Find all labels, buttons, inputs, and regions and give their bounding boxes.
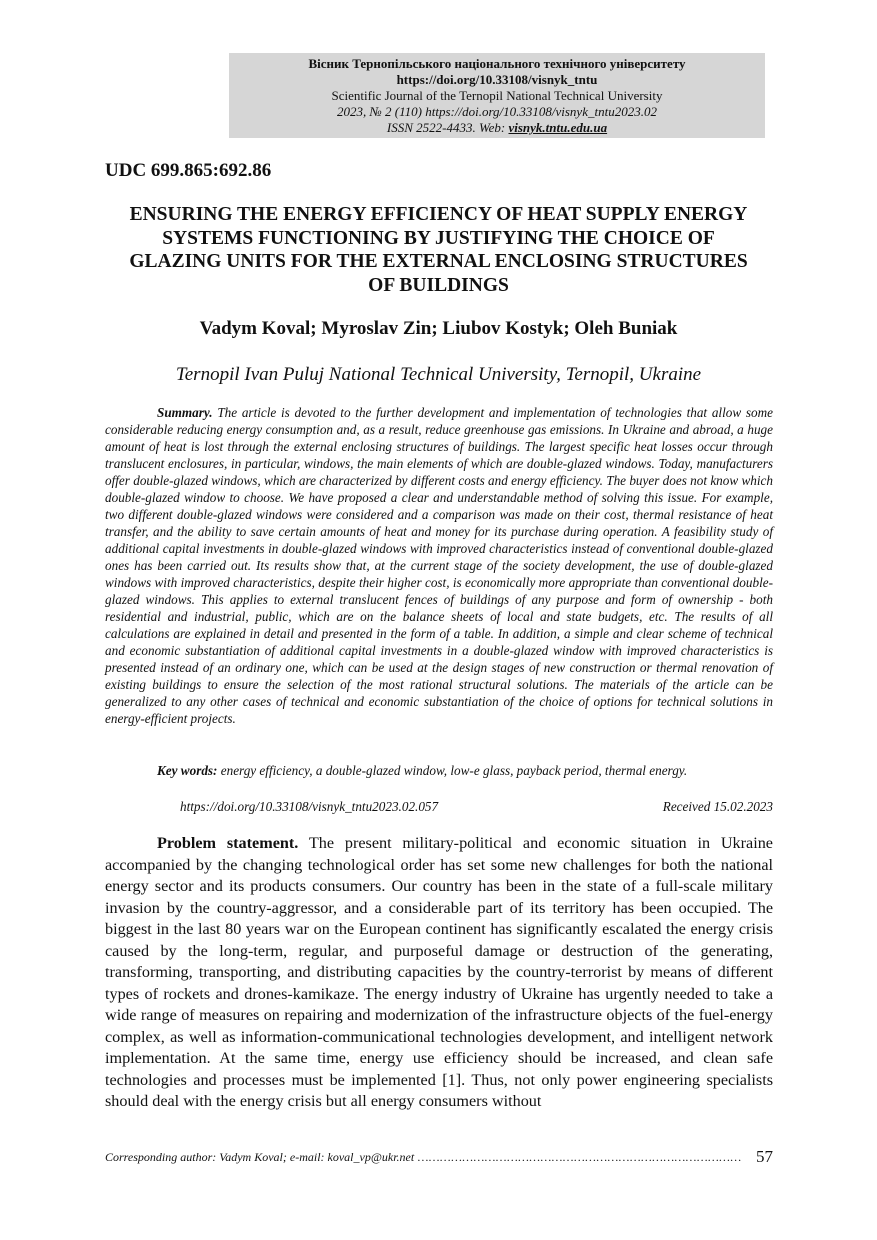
title-line: ENSURING THE ENERGY EFFICIENCY OF HEAT SUPPLY ENERGY bbox=[129, 204, 748, 225]
author-list: Vadym Koval; Myroslav Zin; Liubov Kostyk; Oleh Buniak bbox=[199, 318, 678, 339]
journal-issue: 2023, № 2 (110) https://doi.org/10.33108/visnyk_tntu2023.02 bbox=[337, 104, 657, 119]
keywords bbox=[105, 762, 773, 779]
journal-web-link[interactable]: visnyk.tntu.edu.ua bbox=[508, 120, 608, 135]
keywords-label: Key words: bbox=[157, 763, 218, 778]
journal-header bbox=[229, 53, 765, 138]
article-meta bbox=[180, 799, 773, 815]
abstract bbox=[105, 404, 773, 727]
page-footer bbox=[105, 1147, 773, 1166]
title-line: OF BUILDINGS bbox=[368, 274, 509, 296]
abstract-text: The article is devoted to the further development and implementation of technologies that allow some considerable reducing energy consumption and, as a result, reduce greenhouse gas emissions. In Ukraine and abroad, a huge amount of heat is lost through the external enclosing structures of buildings. The largest specific heat losses occur through translucent enclosures, in particular, windows, the main elements of which are double-glazed windows. Today, manufacturers offer double-glazed windows, which are characterized by different costs and energy efficiency. The buyer does not know which double-glazed window to choose. We have proposed a clear and understandable method of solving this issue. For example, two different double-glazed windows were considered and a comparison was made on their cost, thermal resistance of heat transfer, and the ability to save certain amounts of heat and money for its purchase during operation. A feasibility study of additional capital investments in double-glazed windows with improved characteristics instead of conventional double-glazed ones has been carried out. Its results show that, at the current stage of the society development, the use of double-glazed windows with improved characteristics, despite their higher cost, is economically more appropriate than conventional double-glazed windows. This applies to external translucent fences of buildings of any purpose and form of ownership - both residential and industrial, public, which are on the balance sheets of local and state budgets, etc. The results of all calculations are explained in detail and presented in the form of a table. In addition, a simple and clear scheme of technical and economic substantiation of additional capital investments in a double-glazed window with improved characteristics is presented instead of an ordinary one, which can be used at the design stages of new construction or thermal renovation of existing buildings to ensure the selection of the most rational structural solutions. The materials of the article can be generalized to any other cases of technical and economic substantiation of the choice of options for technical solutions in energy-efficient projects. bbox=[105, 405, 773, 726]
affiliation: Ternopil Ivan Puluj National Technical University, Ternopil, Ukraine bbox=[175, 364, 702, 385]
body-paragraph bbox=[105, 833, 773, 1113]
title-line: SYSTEMS FUNCTIONING BY JUSTIFYING THE CHOICE OF bbox=[162, 227, 715, 249]
udc-code: UDC 699.865:692.86 bbox=[105, 160, 272, 181]
journal-name-ukrainian: Вісник Тернопільського національного технічного університету bbox=[308, 56, 686, 71]
body-text: The present military-political and economic situation in Ukraine accompanied by the changing technological order has set some new challenges for both the national energy sector and its products consumers. Our country has been in the state of a full-scale military invasion by the country-aggressor, and a considerable part of its territory has been occupied. The biggest in the last 80 years war on the European continent has significantly escalated the energy crisis caused by the long-term, regular, and purposeful damage or destruction of the generating, transforming, transporting, and distributing capacities by the country-terrorist by means of different types of rockets and drones-kamikaze. The energy industry of Ukraine has urgently needed to take a wide range of measures on repairing and modernization of the infrastructure objects of the fuel-energy complex, as well as information-communicational technologies development, and intelligent network implementation. At the same time, energy use efficiency should be increased, and clean safe technologies and processes must be implemented [1]. Thus, not only power engineering specialists should deal with the energy crisis but all energy consumers without bbox=[105, 834, 773, 1110]
journal-name-english: Scientific Journal of the Ternopil National Technical University bbox=[331, 88, 663, 103]
section-heading: Problem statement. bbox=[157, 834, 299, 852]
page-number: 57 bbox=[756, 1147, 773, 1166]
journal-issn bbox=[229, 120, 765, 136]
footer-leader-dots: …………………………………………………………………………… bbox=[414, 1150, 742, 1164]
keywords-text: energy efficiency, a double-glazed window, low-e glass, payback period, thermal energy. bbox=[217, 763, 688, 778]
corresponding-author: Corresponding author: Vadym Koval; e-mail: koval_vp@ukr.net bbox=[105, 1150, 415, 1164]
received-date: Received 15.02.2023 bbox=[662, 799, 773, 814]
title-line: GLAZING UNITS FOR THE EXTERNAL ENCLOSING STRUCTURES bbox=[129, 251, 748, 272]
issn-text: ISSN 2522-4433. Web: bbox=[386, 120, 509, 135]
journal-doi-link[interactable]: https://doi.org/10.33108/visnyk_tntu bbox=[396, 72, 598, 87]
abstract-label: Summary. bbox=[157, 405, 213, 420]
article-title bbox=[100, 203, 777, 297]
article-doi-link[interactable]: https://doi.org/10.33108/visnyk_tntu2023.02.057 bbox=[180, 799, 439, 814]
